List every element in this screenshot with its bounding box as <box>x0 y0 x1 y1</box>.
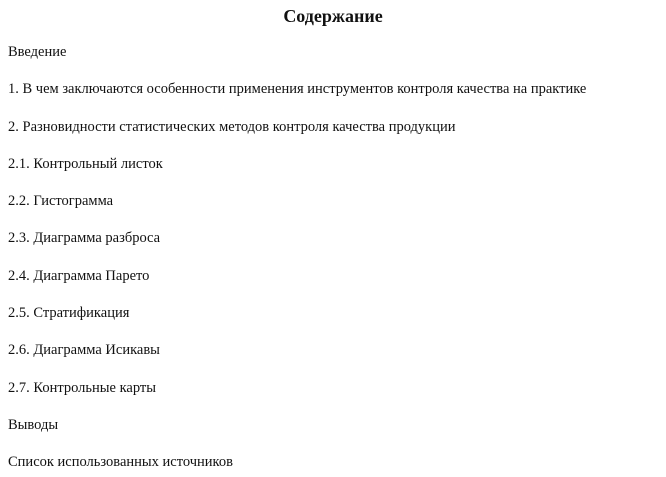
toc-item-section-2-3: 2.3. Диаграмма разброса <box>8 230 161 247</box>
toc-item-section-2-7: 2.7. Контрольные карты <box>8 379 156 396</box>
toc-item-section-1: 1. В чем заключаются особенности применения инструментов контроля качества на практике <box>8 81 587 98</box>
toc-item-section-2: 2. Разновидности статистических методов контроля качества продукции <box>8 118 456 135</box>
toc-item-section-2-1: 2.1. Контрольный листок <box>8 155 163 172</box>
toc-item-section-2-2: 2.2. Гистограмма <box>8 193 114 210</box>
toc-item-conclusions: Выводы <box>8 416 59 433</box>
toc-item-section-2-6: 2.6. Диаграмма Исикавы <box>8 342 160 359</box>
table-of-contents <box>8 42 658 477</box>
toc-item-section-2-5: 2.5. Стратификация <box>8 305 130 322</box>
toc-item-section-2-4: 2.4. Диаграмма Парето <box>8 267 150 284</box>
toc-item-introduction: Введение <box>8 44 67 60</box>
page-title: Содержание <box>283 6 383 26</box>
toc-item-references: Список использованных источников <box>8 454 233 471</box>
